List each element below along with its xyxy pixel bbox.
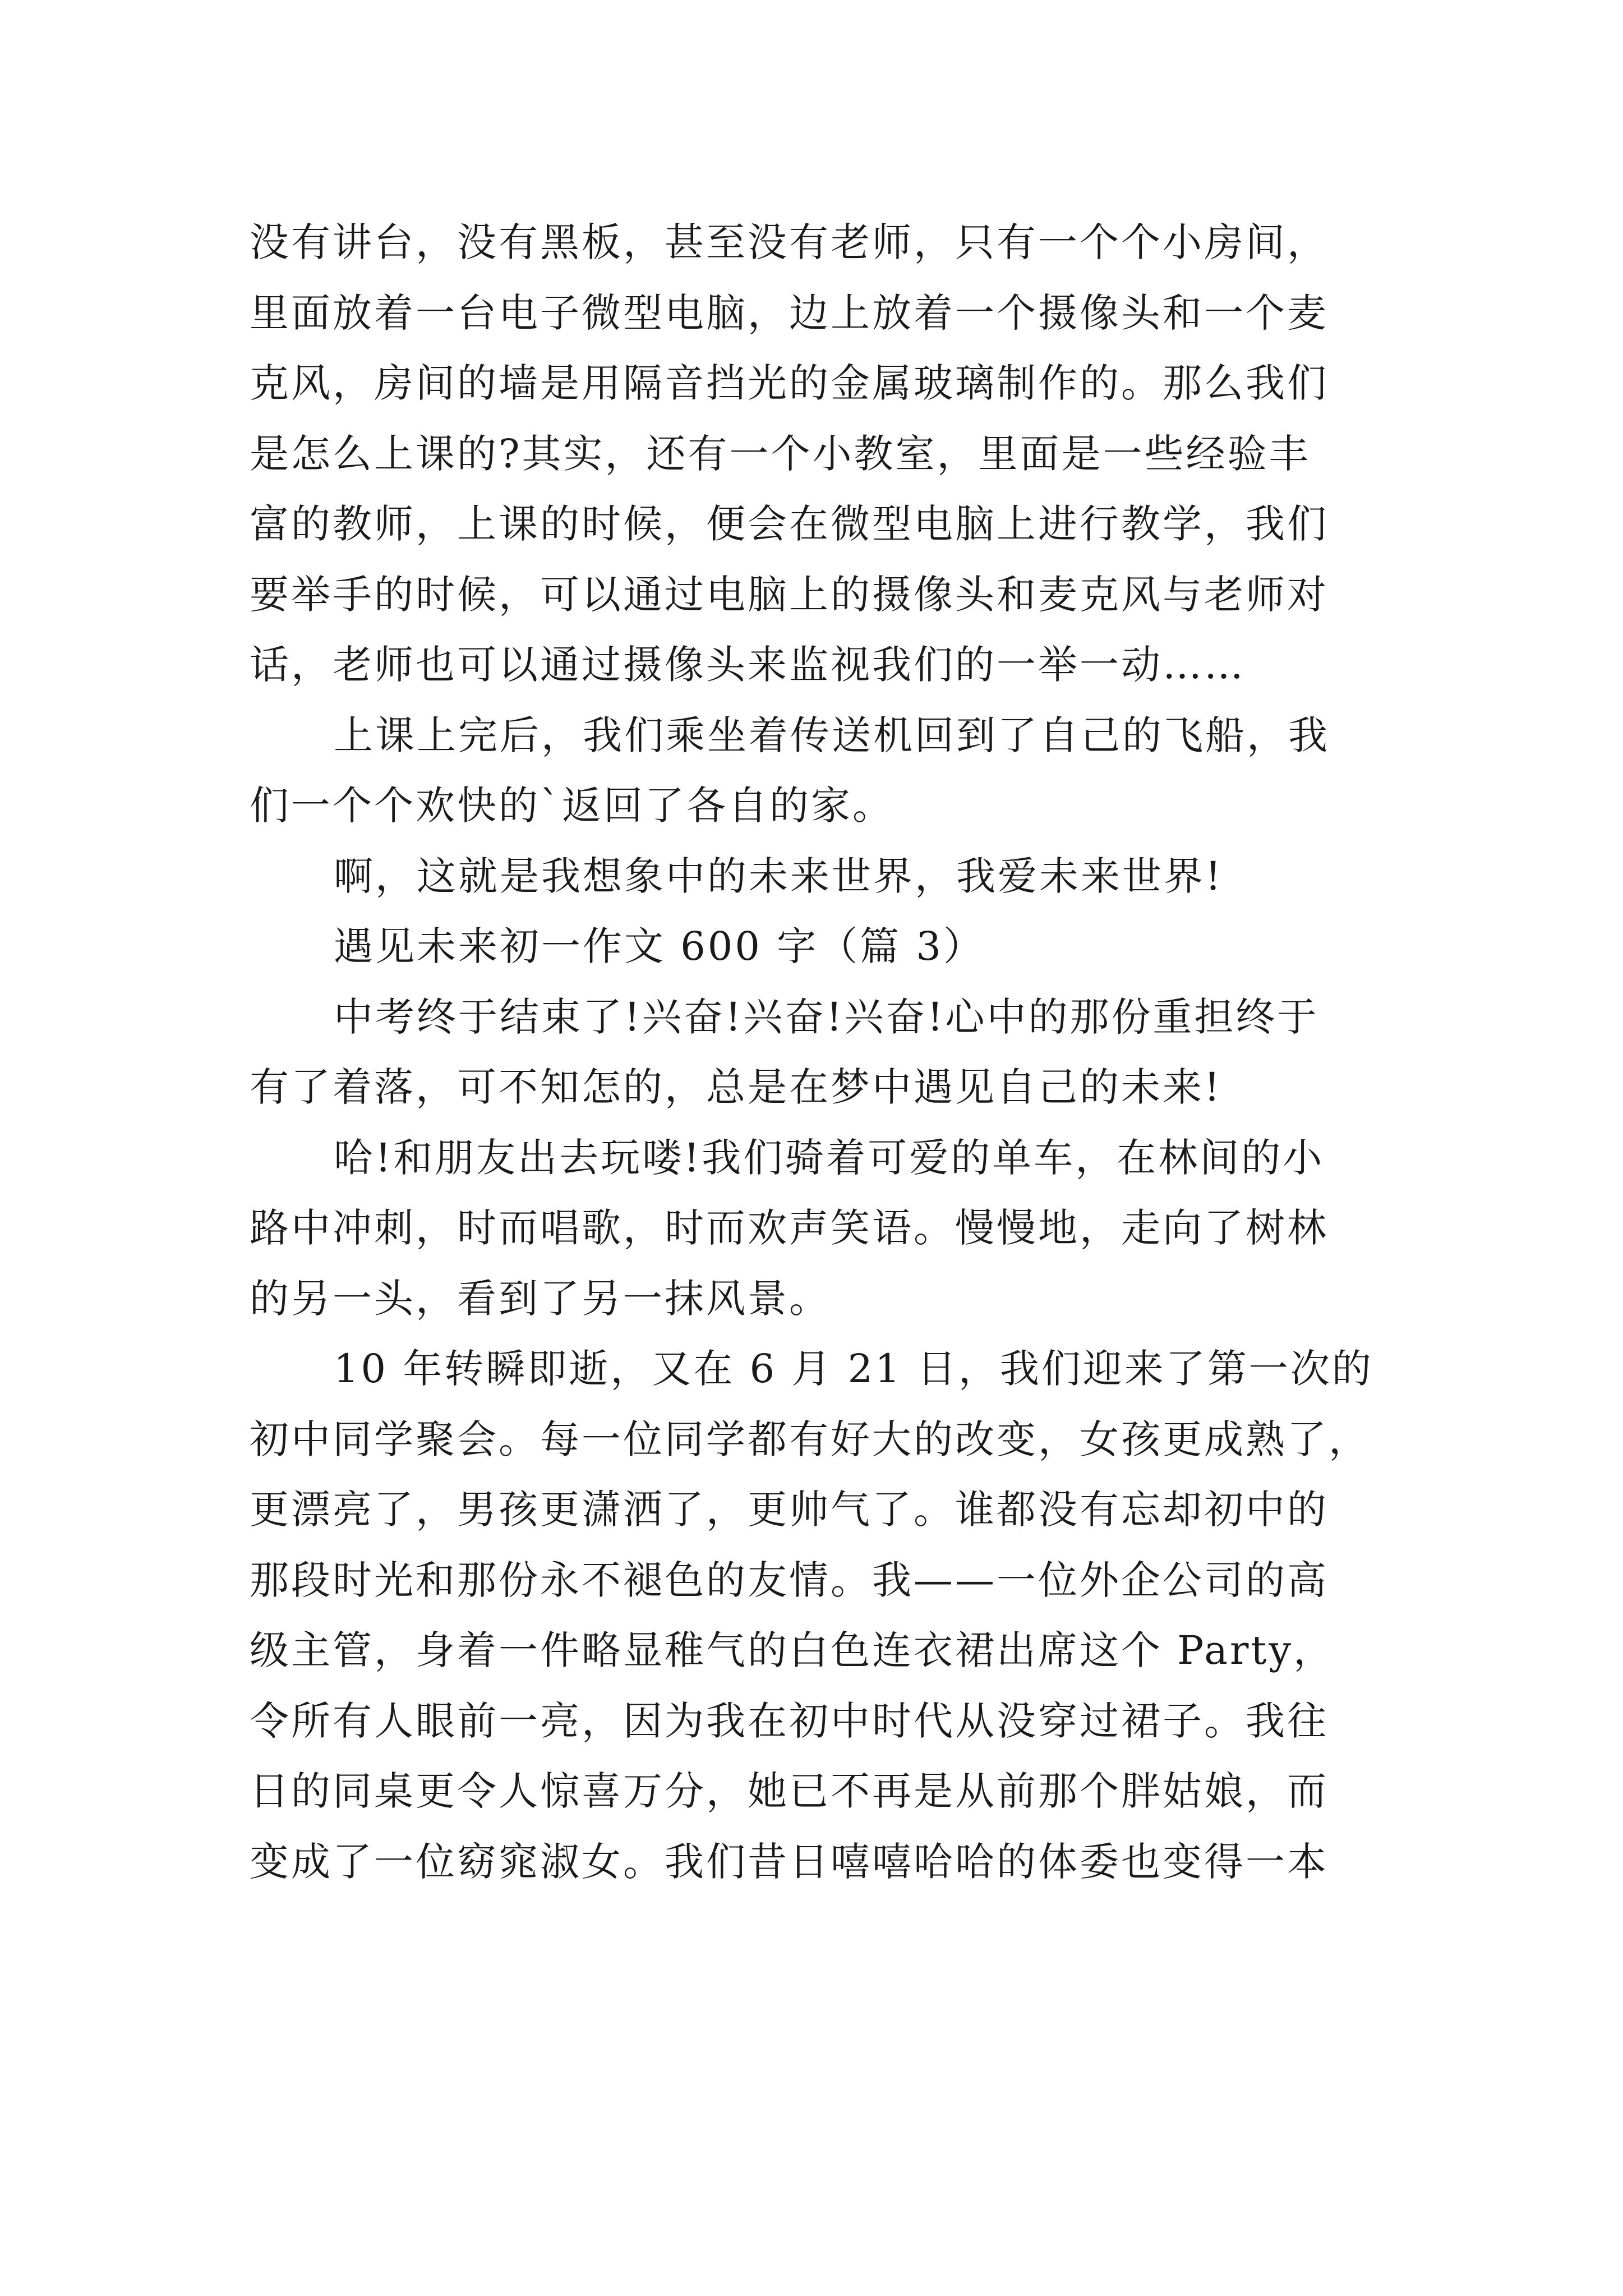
text-line: 初中同学聚会。每一位同学都有好大的改变，女孩更成熟了， [250,1416,1370,1462]
text-line: 变成了一位窈窕淑女。我们昔日嘻嘻哈哈的体委也变得一本 [250,1838,1329,1885]
text-line: 是怎么上课的?其实，还有一个小教室，里面是一些经验丰 [250,430,1311,477]
text-line: 克风，房间的墙是用隔音挡光的金属玻璃制作的。那么我们 [250,360,1329,406]
paragraph-start-line: 上课上完后，我们乘坐着传送机回到了自己的飞船，我 [334,712,1330,758]
text-line: 没有讲台，没有黑板，甚至没有老师，只有一个个小房间， [250,219,1329,265]
text-line: 里面放着一台电子微型电脑，边上放着一个摄像头和一个麦 [250,289,1329,336]
text-line: 们一个个欢快的`返回了各自的家。 [250,783,894,829]
paragraph-start-line: 中考终于结束了!兴奋!兴奋!兴奋!心中的那份重担终于 [334,993,1319,1040]
paragraph-start-line: 啊，这就是我想象中的未来世界，我爱未来世界! [334,853,1224,899]
text-line: 的另一头，看到了另一抹风景。 [250,1275,831,1322]
text-line: 级主管，身着一件略显稚气的白色连衣裙出席这个 Party， [250,1627,1335,1673]
section-heading: 遇见未来初一作文 600 字（篇 3） [334,923,985,969]
text-line: 那段时光和那份永不褪色的友情。我——一位外企公司的高 [250,1557,1329,1603]
text-line: 要举手的时候，可以通过电脑上的摄像头和麦克风与老师对 [250,571,1329,618]
paragraph-start-line: 10 年转瞬即逝，又在 6 月 21 日，我们迎来了第一次的 [334,1346,1373,1392]
text-line: 日的同桌更令人惊喜万分，她已不再是从前那个胖姑娘，而 [250,1768,1329,1814]
text-line: 富的教师，上课的时候，便会在微型电脑上进行教学，我们 [250,501,1329,547]
body-text [250,208,1382,1897]
text-line: 路中冲刺，时而唱歌，时而欢声笑语。慢慢地，走向了树林 [250,1205,1329,1251]
text-line: 有了着落，可不知怎的，总是在梦中遇见自己的未来! [250,1064,1223,1110]
text-line: 令所有人眼前一亮，因为我在初中时代从没穿过裙子。我往 [250,1697,1329,1744]
paragraph-start-line: 哈!和朋友出去玩喽!我们骑着可爱的单车，在林间的小 [334,1134,1325,1181]
text-line: 更漂亮了，男孩更潇洒了，更帅气了。谁都没有忘却初中的 [250,1487,1329,1533]
text-line: 话，老师也可以通过摄像头来监视我们的一举一动…… [250,642,1246,688]
